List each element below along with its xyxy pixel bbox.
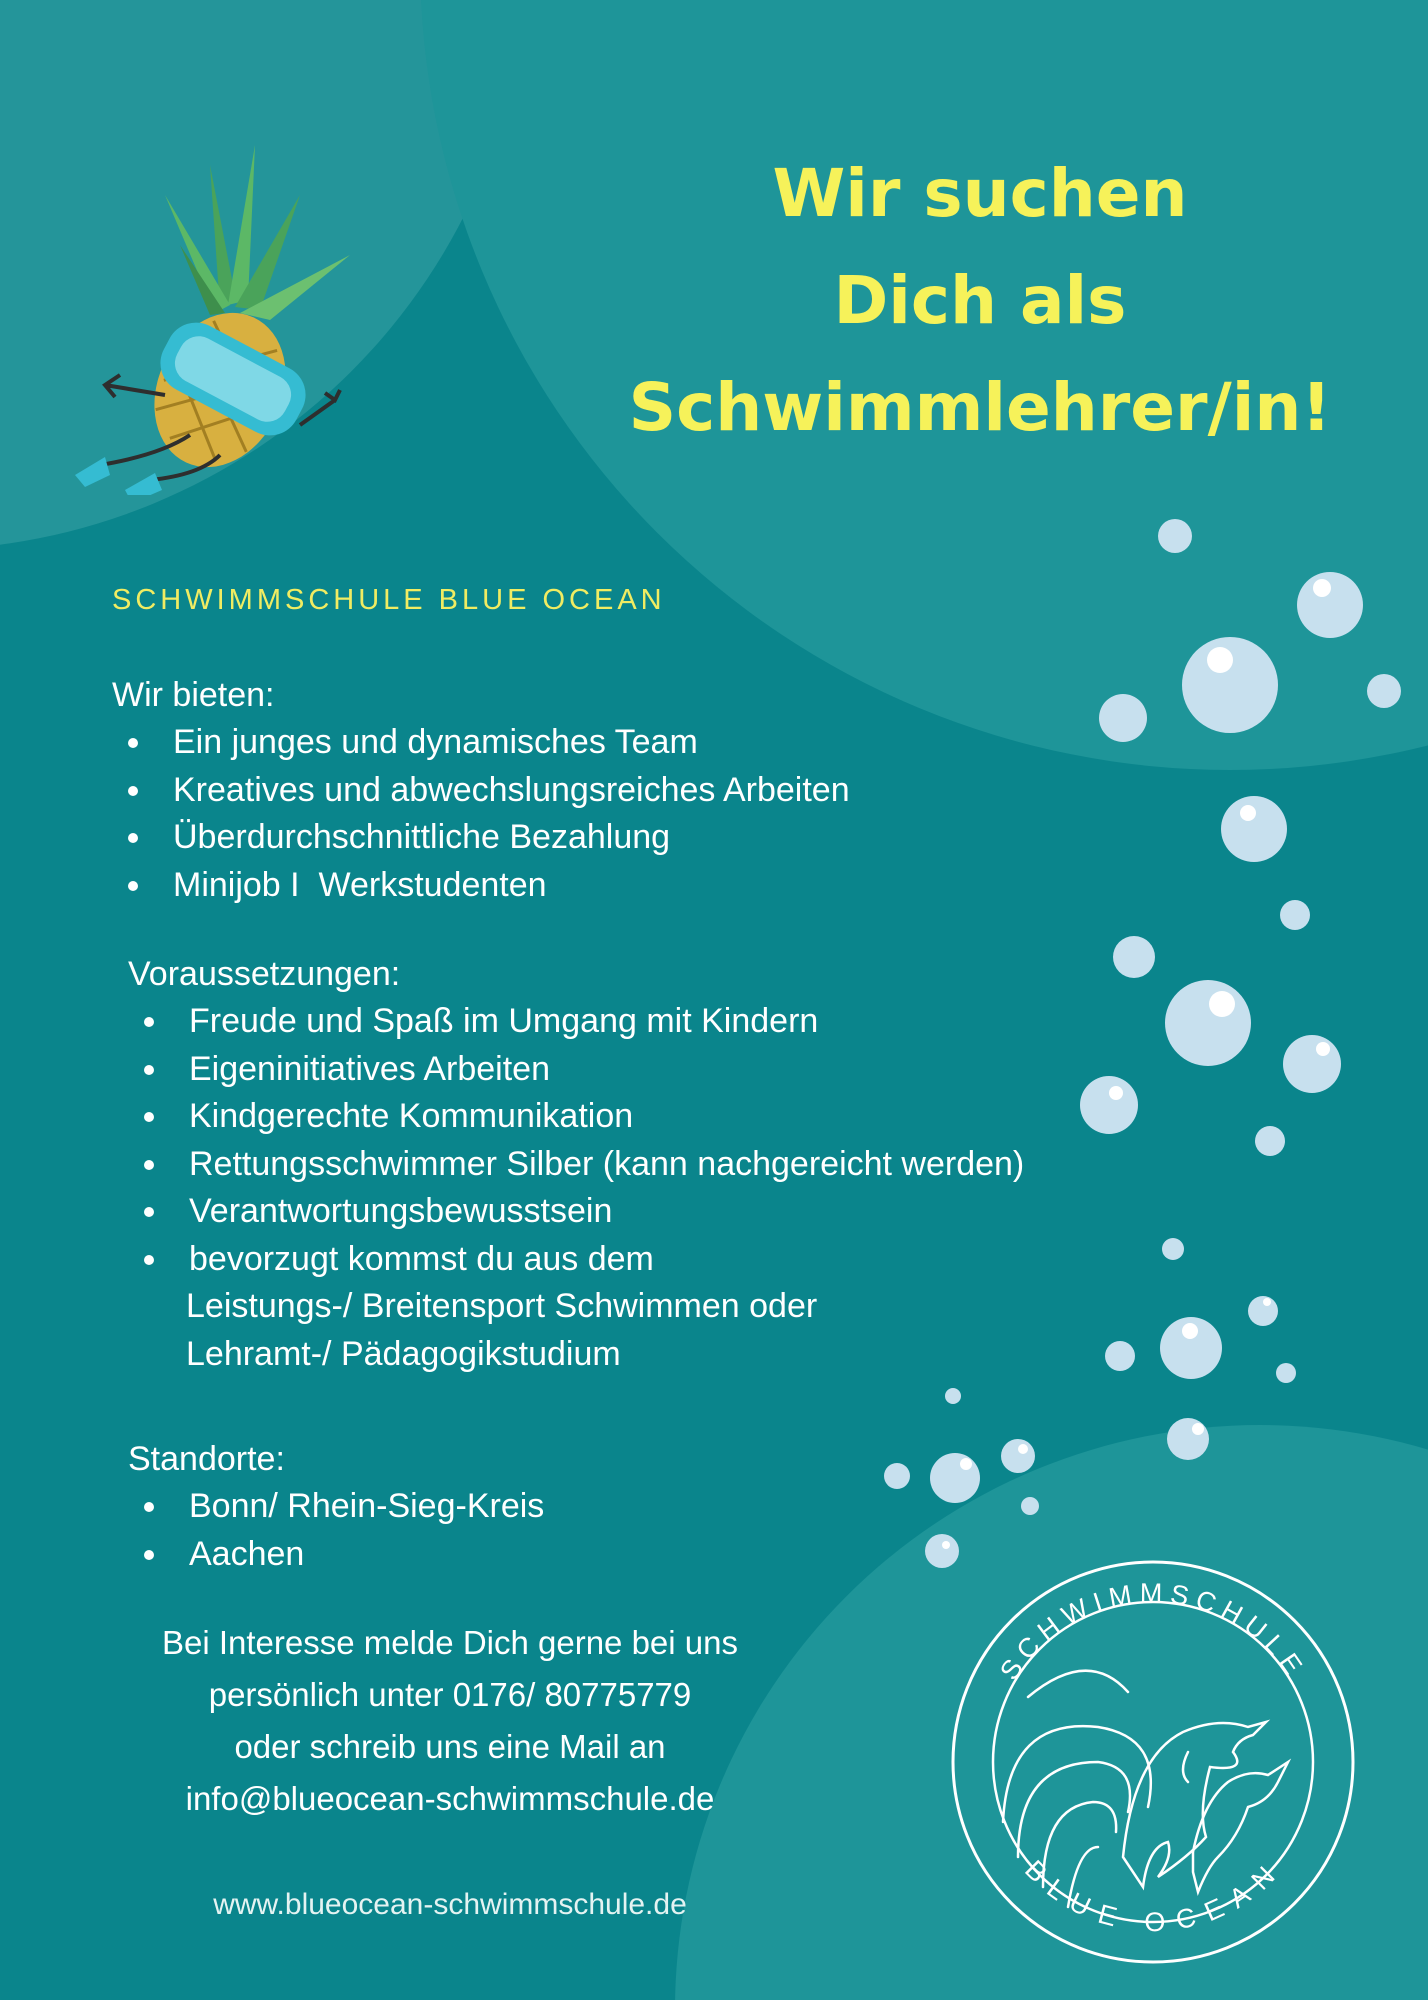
bullet-icon — [128, 833, 138, 843]
requirement-item-text: Freude und Spaß im Umgang mit Kindern — [189, 1002, 819, 1040]
logo-outer-ring — [953, 1562, 1353, 1962]
list-item — [128, 1188, 1024, 1236]
bullet-icon — [144, 1017, 154, 1027]
bullet-icon — [128, 738, 138, 748]
requirement-continuation: Leistungs-/ Breitensport Schwimmen oder — [186, 1287, 818, 1325]
bullet-icon — [144, 1207, 154, 1217]
list-item — [128, 1046, 1024, 1094]
requirements-list — [128, 998, 1024, 1378]
bullet-icon — [144, 1065, 154, 1075]
list-item — [128, 1093, 1024, 1141]
bullet-icon — [144, 1502, 154, 1512]
requirement-item-text: Verantwortungsbewusstsein — [189, 1192, 613, 1230]
bullet-icon — [144, 1550, 154, 1560]
list-item — [112, 767, 850, 815]
contact-line: oder schreib uns eine Mail an — [234, 1728, 666, 1765]
requirement-item-text: Kindgerechte Kommunikation — [189, 1097, 634, 1135]
offer-item-text: Minijob I Werkstudenten — [173, 865, 547, 904]
headline-line: Schwimmlehrer/in! — [628, 369, 1332, 446]
logo-top-text: SCHWIMMSCHULE — [994, 1577, 1312, 1686]
list-item — [112, 862, 850, 910]
website-link[interactable]: www.blueocean-schwimmschule.de — [213, 1888, 687, 1921]
offer-item-text: Kreatives und abwechslungsreiches Arbeiten — [173, 770, 850, 809]
bullet-icon — [144, 1255, 154, 1265]
list-item — [128, 1531, 544, 1579]
locations-list — [128, 1483, 544, 1578]
location-item-text: Bonn/ Rhein-Sieg-Kreis — [189, 1487, 545, 1525]
list-item — [128, 1141, 1024, 1189]
list-item — [128, 998, 1024, 1046]
location-item-text: Aachen — [189, 1534, 305, 1573]
requirements-title: Voraussetzungen: — [128, 955, 401, 993]
contact-block — [70, 1617, 830, 1825]
requirements-section — [128, 951, 1024, 1378]
requirement-item-text: Rettungsschwimmer Silber (kann nachgereicht werden) — [189, 1144, 1025, 1183]
logo-bottom-text: BLUE OCEAN — [1018, 1854, 1288, 1938]
requirement-continuation: Lehramt-/ Pädagogikstudium — [186, 1334, 621, 1373]
bullet-icon — [144, 1160, 154, 1170]
list-item — [128, 1236, 1024, 1379]
locations-title: Standorte: — [128, 1440, 285, 1478]
offer-item-text: Überdurchschnittliche Bezahlung — [173, 818, 671, 856]
offer-item-text: Ein junges und dynamisches Team — [173, 723, 698, 761]
list-item — [112, 719, 850, 767]
headline-line: Wir suchen — [772, 155, 1188, 232]
headline — [540, 140, 1420, 461]
requirement-item-text: bevorzugt kommst du aus dem — [189, 1239, 654, 1278]
contact-email[interactable]: info@blueocean-schwimmschule.de — [185, 1780, 715, 1817]
list-item — [112, 814, 850, 862]
school-logo — [948, 1557, 1358, 1967]
school-name: SCHWIMMSCHULE BLUE OCEAN — [112, 584, 666, 616]
bullet-icon — [128, 786, 138, 796]
locations-section — [128, 1436, 544, 1578]
contact-line: Bei Interesse melde Dich gerne bei uns — [162, 1624, 738, 1661]
offer-list — [112, 719, 850, 909]
list-item — [128, 1483, 544, 1531]
offer-title: Wir bieten: — [112, 676, 275, 714]
offer-section — [112, 672, 850, 909]
bullet-icon — [144, 1112, 154, 1122]
bullet-icon — [128, 881, 138, 891]
headline-line: Dich als — [833, 262, 1127, 339]
contact-phone[interactable]: persönlich unter 0176/ 80775779 — [208, 1676, 692, 1713]
requirement-item-text: Eigeninitiatives Arbeiten — [189, 1049, 551, 1088]
